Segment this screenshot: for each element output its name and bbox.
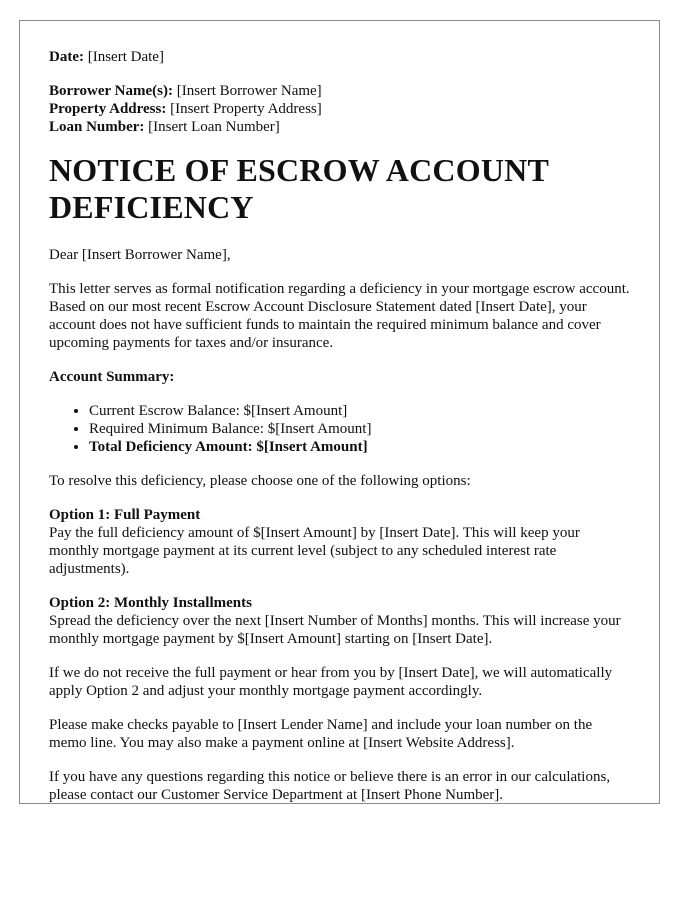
option-2-text: Spread the deficiency over the next [Insert Number of Months] months. This will increase your monthly mortgage payment by $[Insert Amount] starting on [Insert Date]. [49, 613, 621, 647]
option-2 [49, 594, 633, 648]
letter-page [19, 20, 660, 804]
property-label: Property Address: [49, 101, 167, 117]
list-item: • Required Minimum Balance: $[Insert Amount] [89, 420, 633, 438]
options-intro: To resolve this deficiency, please choose one of the following options: [49, 473, 471, 489]
date-label: Date: [49, 49, 84, 65]
borrower-info-block [49, 82, 633, 136]
summary-heading: Account Summary: [49, 369, 175, 385]
page-title: NOTICE OF ESCROW ACCOUNT DEFICIENCY [49, 152, 549, 225]
date-block [49, 48, 633, 66]
date-value: [Insert Date] [83, 49, 164, 65]
borrower-label: Borrower Name(s): [49, 83, 173, 99]
default-notice: If we do not receive the full payment or hear from you by [Insert Date], we will automatically apply Option 2 and adjust your monthly mortgage payment accordingly. [49, 665, 613, 699]
payment-instructions: Please make checks payable to [Insert Lender Name] and include your loan number on the memo line. You may also make a payment online at [Insert Website Address]. [49, 717, 593, 751]
option-2-title: Option 2: Monthly Installments [49, 595, 252, 611]
option-1-title: Option 1: Full Payment [49, 507, 201, 523]
option-1-text: Pay the full deficiency amount of $[Insert Amount] by [Insert Date]. This will keep your monthly mortgage payment at its current level (subject to any scheduled interest rate adjustments). [49, 525, 580, 577]
borrower-value: [Insert Borrower Name] [172, 83, 322, 99]
borrower-line [49, 82, 633, 100]
summary-list [49, 402, 633, 456]
loan-label: Loan Number: [49, 119, 145, 135]
date-line [49, 48, 633, 66]
property-value: [Insert Property Address] [166, 101, 322, 117]
questions-paragraph: If you have any questions regarding this notice or believe there is an error in our calculations, please contact our Customer Service Department at [Insert Phone Number]. [49, 769, 611, 803]
intro-paragraph: This letter serves as formal notification regarding a deficiency in your mortgage escrow account. Based on our most recent Escrow Account Disclosure Statement dated [Insert Date], your account does not have sufficient funds to maintain the required minimum balance and cover upcoming payments for taxes and/or insurance. [49, 281, 630, 351]
property-line [49, 100, 633, 118]
list-item-total: • Total Deficiency Amount: $[Insert Amount] [89, 438, 633, 456]
salutation: Dear [Insert Borrower Name], [49, 247, 231, 263]
letter-content [49, 48, 633, 804]
loan-line [49, 118, 633, 136]
option-1 [49, 506, 633, 578]
loan-value: [Insert Loan Number] [144, 119, 280, 135]
list-item: • Current Escrow Balance: $[Insert Amount] [89, 402, 633, 420]
